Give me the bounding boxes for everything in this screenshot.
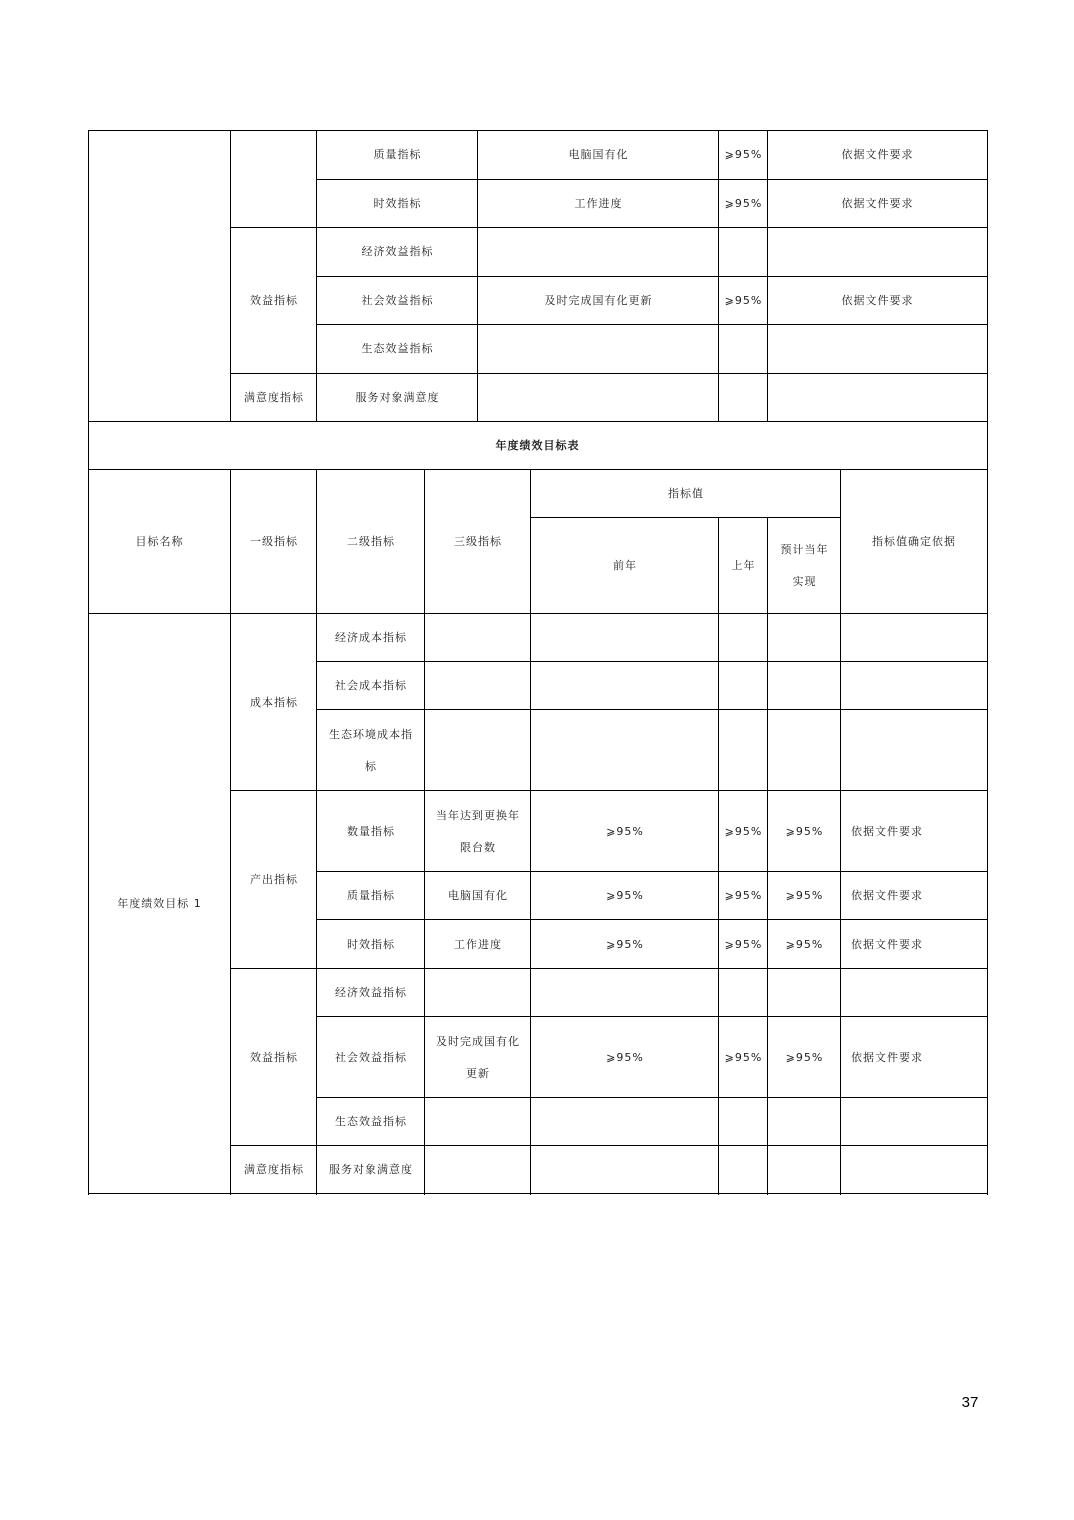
table-cell: ⩾95%: [724, 1050, 763, 1064]
header-cell: 目标名称: [135, 535, 184, 548]
table-cell: 依据文件要求: [841, 148, 914, 161]
table-cell: 及时完成国有化更新: [544, 293, 653, 307]
table-cell: ⩾95%: [785, 1050, 824, 1064]
table-cell: 质量指标: [347, 889, 395, 902]
table-cell: 经济效益指标: [361, 245, 434, 258]
header-cell: 上年: [731, 559, 756, 572]
table-cell: 电脑国有化: [448, 889, 508, 902]
table-cell: 效益指标: [250, 293, 298, 307]
table-cell: 及时完成国有化更新: [436, 1034, 520, 1080]
header-cell: 指标值: [668, 487, 704, 500]
table-cell: 工作进度: [454, 937, 502, 951]
table-cell: 社会效益指标: [335, 1050, 407, 1064]
table-cell: ⩾95%: [724, 293, 763, 307]
table-cell: 数量指标: [347, 824, 395, 838]
level1-cell: 产出指标: [250, 873, 298, 886]
table-cell: ⩾95%: [606, 937, 644, 951]
header-cell: 指标值确定依据: [872, 535, 956, 548]
annual-table-title: 年度绩效目标表: [495, 439, 580, 452]
table-cell: 依据文件要求: [841, 196, 914, 210]
table-cell: ⩾95%: [606, 889, 644, 902]
level1-cell: 效益指标: [250, 1050, 298, 1064]
table-cell: ⩾95%: [724, 937, 763, 951]
table-cell: 质量指标: [373, 148, 422, 161]
table-cell: 时效指标: [373, 196, 422, 210]
table-cell: 生态效益指标: [361, 342, 434, 355]
table-cell: 当年达到更换年限台数: [436, 808, 520, 854]
table-cell: 服务对象满意度: [329, 1163, 413, 1176]
table-cell: 服务对象满意度: [355, 390, 440, 404]
table-cell: ⩾95%: [724, 889, 763, 902]
table-cell: 满意度指标: [244, 390, 304, 404]
table-cell: ⩾95%: [724, 196, 763, 210]
table-cell: ⩾95%: [606, 824, 644, 838]
header-cell: 二级指标: [347, 535, 395, 548]
level1-cell: 满意度指标: [244, 1163, 304, 1176]
table-cell: 生态效益指标: [335, 1115, 407, 1128]
table-cell: ⩾95%: [785, 824, 824, 838]
table-cell: ⩾95%: [724, 148, 763, 161]
table-cell: ⩾95%: [724, 824, 763, 838]
table-cell: 时效指标: [347, 937, 395, 951]
table-cell: 依据文件要求: [851, 1050, 923, 1064]
header-cell: 三级指标: [454, 535, 502, 548]
header-cell: 预计当年实现: [780, 543, 829, 588]
table-cell: 电脑国有化: [568, 148, 629, 161]
table-cell: 社会效益指标: [361, 293, 434, 307]
table-cell: 依据文件要求: [841, 293, 914, 307]
table-cell: ⩾95%: [606, 1050, 644, 1064]
goal-name-cell: 年度绩效目标 1: [117, 897, 202, 910]
table-cell: 经济成本指标: [335, 631, 407, 644]
table-cell: ⩾95%: [785, 937, 824, 951]
table-cell: 生态环境成本指标: [329, 727, 413, 773]
table-cell: 经济效益指标: [335, 986, 407, 999]
table-cell: 依据文件要求: [851, 889, 923, 902]
table-cell: 依据文件要求: [851, 937, 923, 951]
header-cell: 一级指标: [250, 535, 298, 548]
header-cell: 前年: [613, 559, 637, 572]
table-cell: 依据文件要求: [851, 824, 923, 838]
table-cell: ⩾95%: [785, 889, 824, 902]
level1-cell: 成本指标: [250, 695, 298, 709]
table-cell: 工作进度: [574, 196, 623, 210]
table-cell: 社会成本指标: [335, 679, 407, 692]
page-number: 37: [961, 1394, 979, 1411]
